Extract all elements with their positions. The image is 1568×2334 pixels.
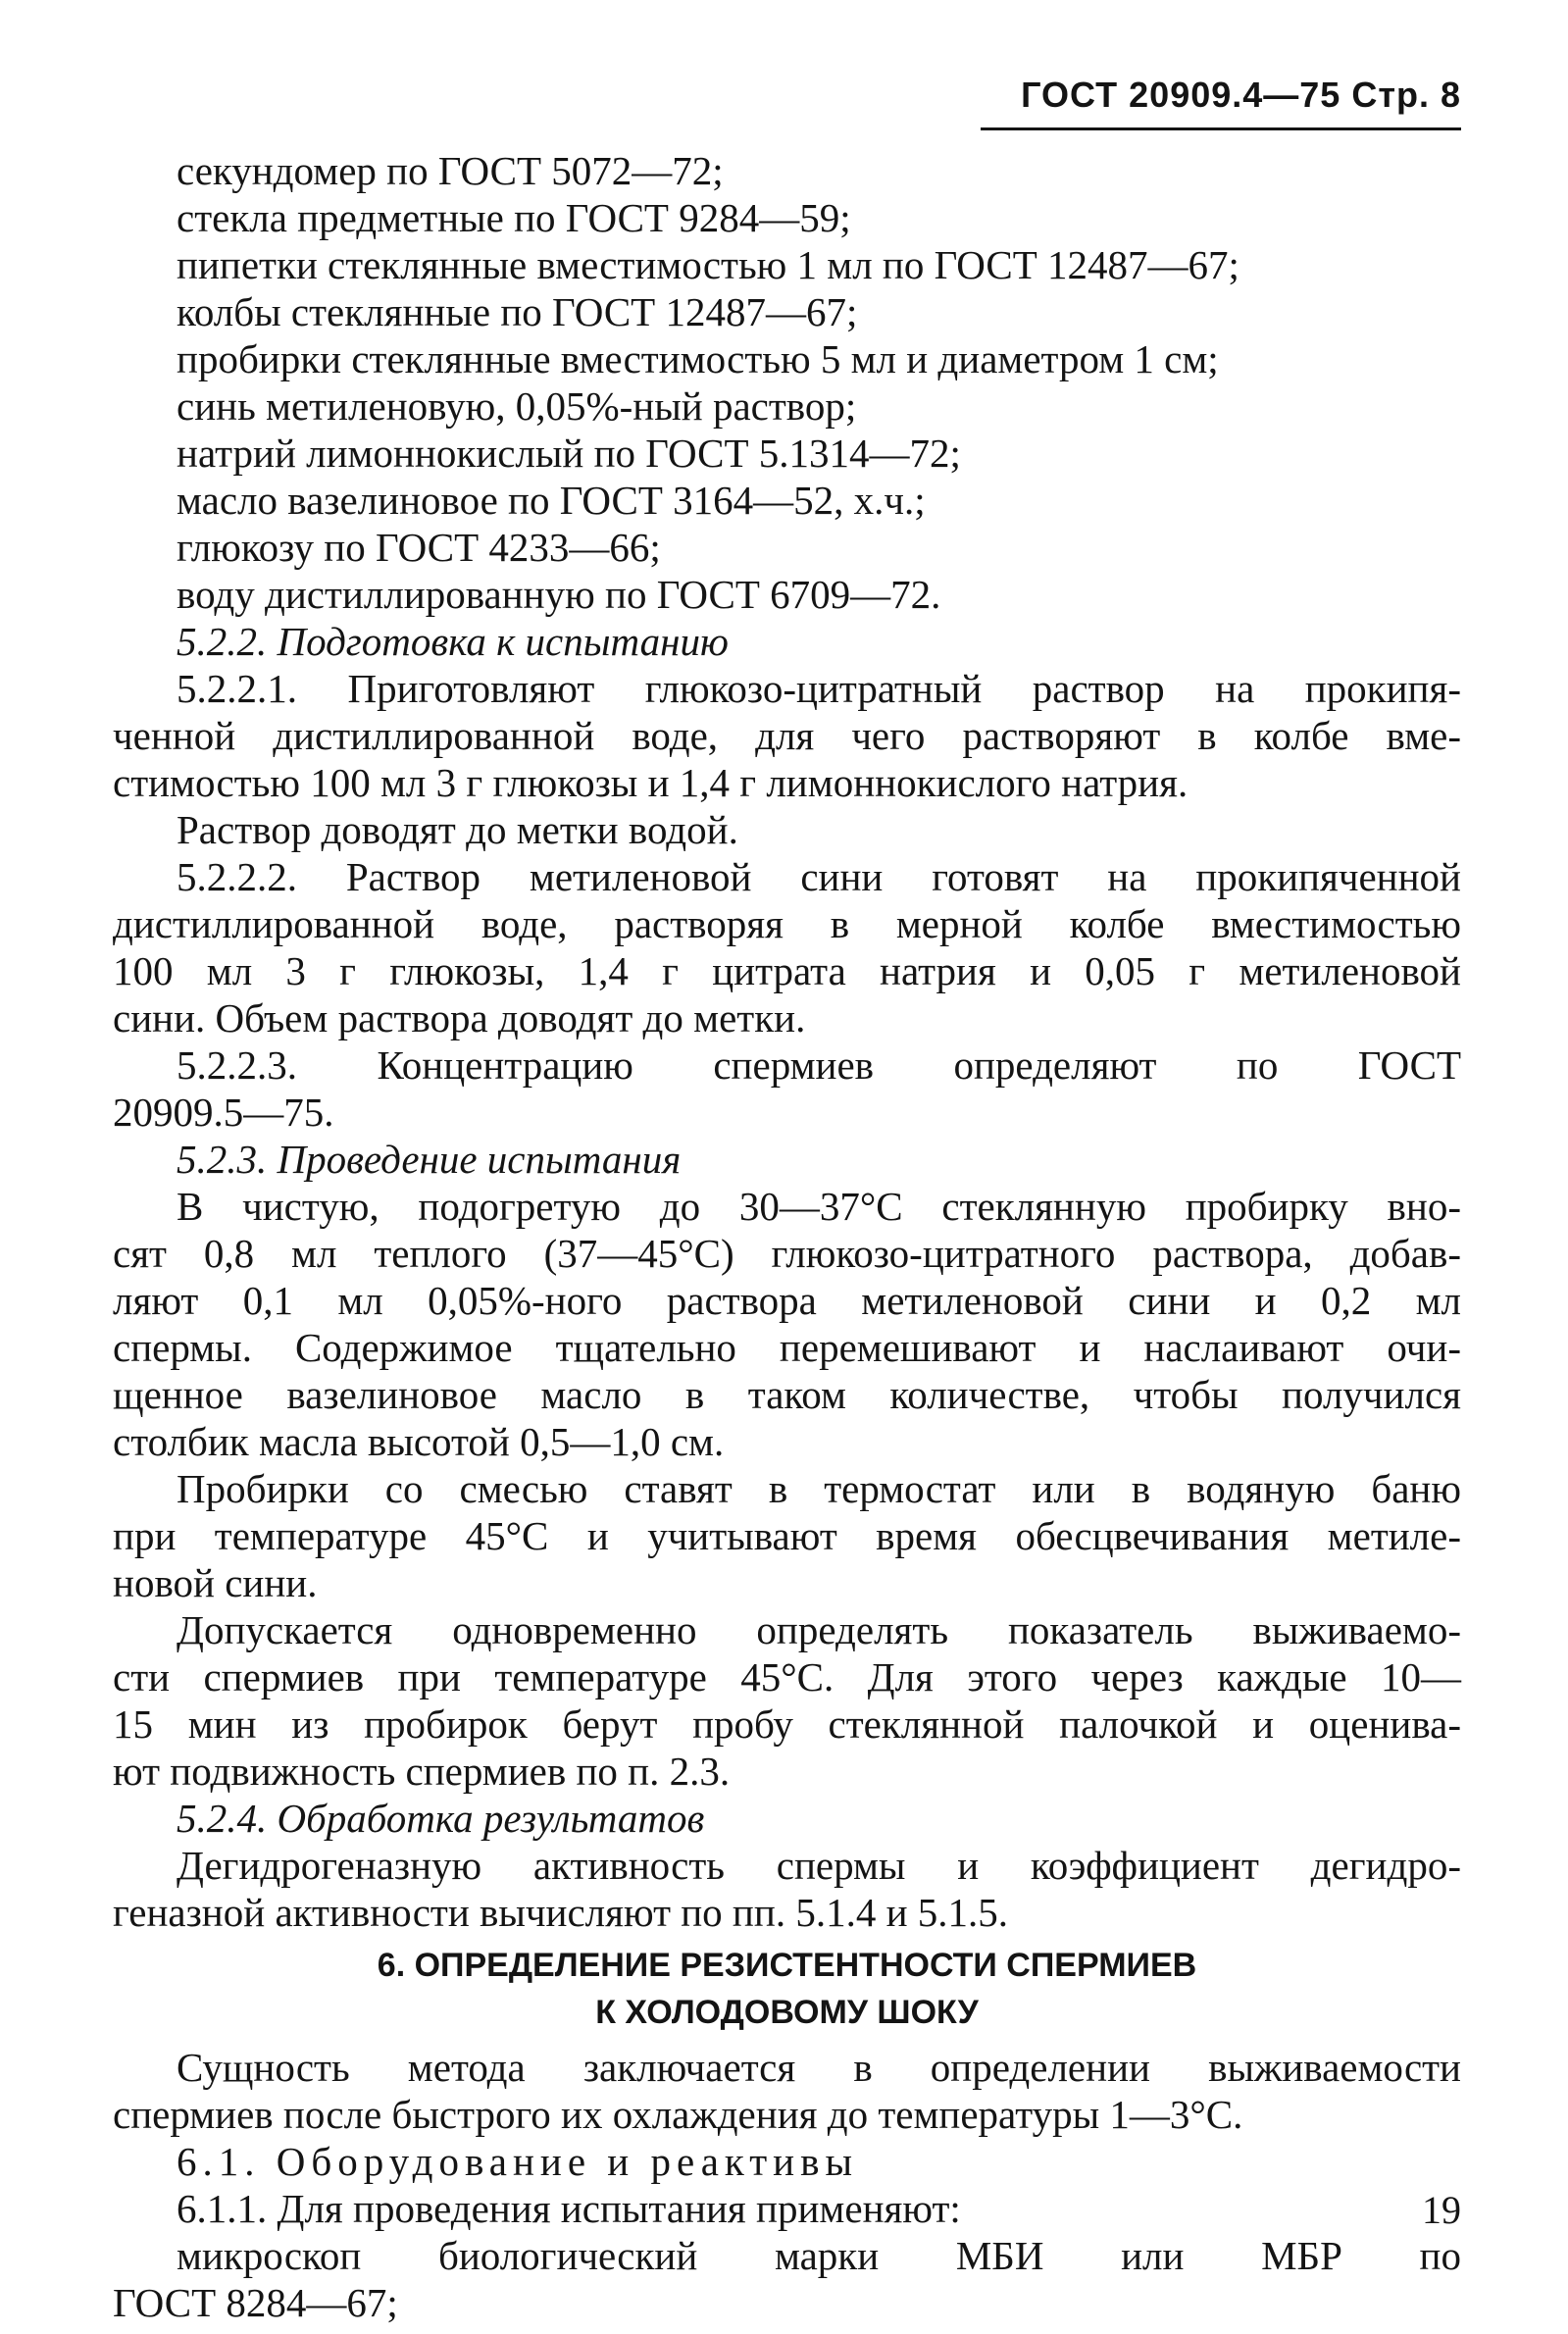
paragraph-line: 100 мл 3 г глюкозы, 1,4 г цитрата натрия и 0,05 г метиленовой [113, 948, 1461, 993]
paragraph-line: ченной дистиллированной воде, для чего растворяют в колбе вме- [113, 713, 1461, 758]
paragraph-line: Раствор доводят до метки водой. [177, 807, 738, 852]
paragraph-line: стимостью 100 мл 3 г глюкозы и 1,4 г лимоннокислого натрия. [113, 760, 1189, 805]
page-header [981, 69, 1461, 130]
paragraph-line: сят 0,8 мл теплого (37—45°С) глюкозо-цитратного раствора, добав- [113, 1231, 1461, 1276]
list-item: глюкозу по ГОСТ 4233—66; [177, 525, 661, 570]
paragraph-line: В чистую, подогретую до 30—37°С стеклянную пробирку вно- [177, 1184, 1461, 1229]
page-label: Стр. 8 [1351, 75, 1461, 115]
paragraph-line: 20909.5—75. [113, 1090, 334, 1135]
paragraph-line: ляют 0,1 мл 0,05%-ного раствора метиленовой сини и 0,2 мл [113, 1278, 1461, 1323]
chapter-subtitle: К ХОЛОДОВОМУ ШОКУ [595, 1994, 979, 2031]
section-heading: 5.2.4. Обработка результатов [177, 1796, 705, 1841]
list-item: масло вазелиновое по ГОСТ 3164—52, х.ч.; [177, 478, 926, 523]
paragraph-line: сини. Объем раствора доводят до метки. [113, 995, 806, 1040]
list-item: синь метиленовую, 0,05%-ный раствор; [177, 383, 857, 429]
paragraph-line: Сущность метода заключается в определении выживаемости [177, 2045, 1461, 2090]
paragraph-line: 5.2.2.3. Концентрацию спермиев определяют по ГОСТ [177, 1042, 1461, 1088]
section-heading: 6.1. Оборудование и реактивы [177, 2139, 859, 2184]
list-item: воду дистиллированную по ГОСТ 6709—72. [177, 572, 941, 617]
paragraph-line: сти спермиев при температуре 45°С. Для этого через каждые 10— [113, 1654, 1461, 1700]
chapter-title: 6. ОПРЕДЕЛЕНИЕ РЕЗИСТЕНТНОСТИ СПЕРМИЕВ [377, 1947, 1197, 1984]
paragraph-line: спермы. Содержимое тщательно перемешивают и наслаивают очи- [113, 1325, 1461, 1370]
paragraph-line: дистиллированной воде, растворяя в мерной колбе вместимостью [113, 901, 1461, 946]
paragraph-line: микроскоп биологический марки МБИ или МБР по [177, 2233, 1461, 2278]
paragraph-line: при температуре 45°С и учитывают время обесцвечивания метиле- [113, 1513, 1461, 1558]
paragraph-line: спермиев после быстрого их охлаждения до температуры 1—3°С. [113, 2092, 1243, 2137]
paragraph-line: столбик масла высотой 0,5—1,0 см. [113, 1419, 725, 1464]
list-item: пробирки стеклянные вместимостью 5 мл и диаметром 1 см; [177, 336, 1219, 381]
list-item: стекла предметные по ГОСТ 9284—59; [177, 195, 851, 240]
paragraph-line: 5.2.2.2. Раствор метиленовой сини готовят на прокипяченной [177, 854, 1461, 899]
header-text [1021, 75, 1461, 116]
section-heading: 5.2.2. Подготовка к испытанию [177, 619, 729, 664]
page-number: 19 [1422, 2188, 1461, 2232]
list-item: натрий лимоннокислый по ГОСТ 5.1314—72; [177, 431, 961, 476]
paragraph-line: 6.1.1. Для проведения испытания применяют: [177, 2186, 961, 2231]
list-item: секундомер по ГОСТ 5072—72; [177, 148, 724, 193]
paragraph-line: Дегидрогеназную активность спермы и коэффициент дегидро- [177, 1843, 1461, 1888]
gost-label: ГОСТ 20909.4—75 [1021, 75, 1341, 115]
paragraph-line: ГОСТ 8284—67; [113, 2280, 398, 2325]
section-heading: 5.2.3. Проведение испытания [177, 1137, 682, 1182]
paragraph-line: ют подвижность спермиев по п. 2.3. [113, 1749, 731, 1794]
paragraph-line: Пробирки со смесью ставят в термостат или в водяную баню [177, 1466, 1461, 1511]
paragraph-line: 5.2.2.1. Приготовляют глюкозо-цитратный раствор на прокипя- [177, 666, 1461, 711]
list-item: колбы стеклянные по ГОСТ 12487—67; [177, 289, 858, 334]
paragraph-line: щенное вазелиновое масло в таком количестве, чтобы получился [113, 1372, 1461, 1417]
list-item: пипетки стеклянные вместимостью 1 мл по ГОСТ 12487—67; [177, 242, 1239, 287]
paragraph-line: Допускается одновременно определять показатель выживаемо- [177, 1607, 1461, 1652]
paragraph-line: геназной активности вычисляют по пп. 5.1.4 и 5.1.5. [113, 1890, 1009, 1935]
document-body [113, 147, 1461, 2326]
paragraph-line: новой сини. [113, 1560, 318, 1605]
paragraph-line: 15 мин из пробирок берут пробу стеклянной палочкой и оценива- [113, 1701, 1461, 1747]
